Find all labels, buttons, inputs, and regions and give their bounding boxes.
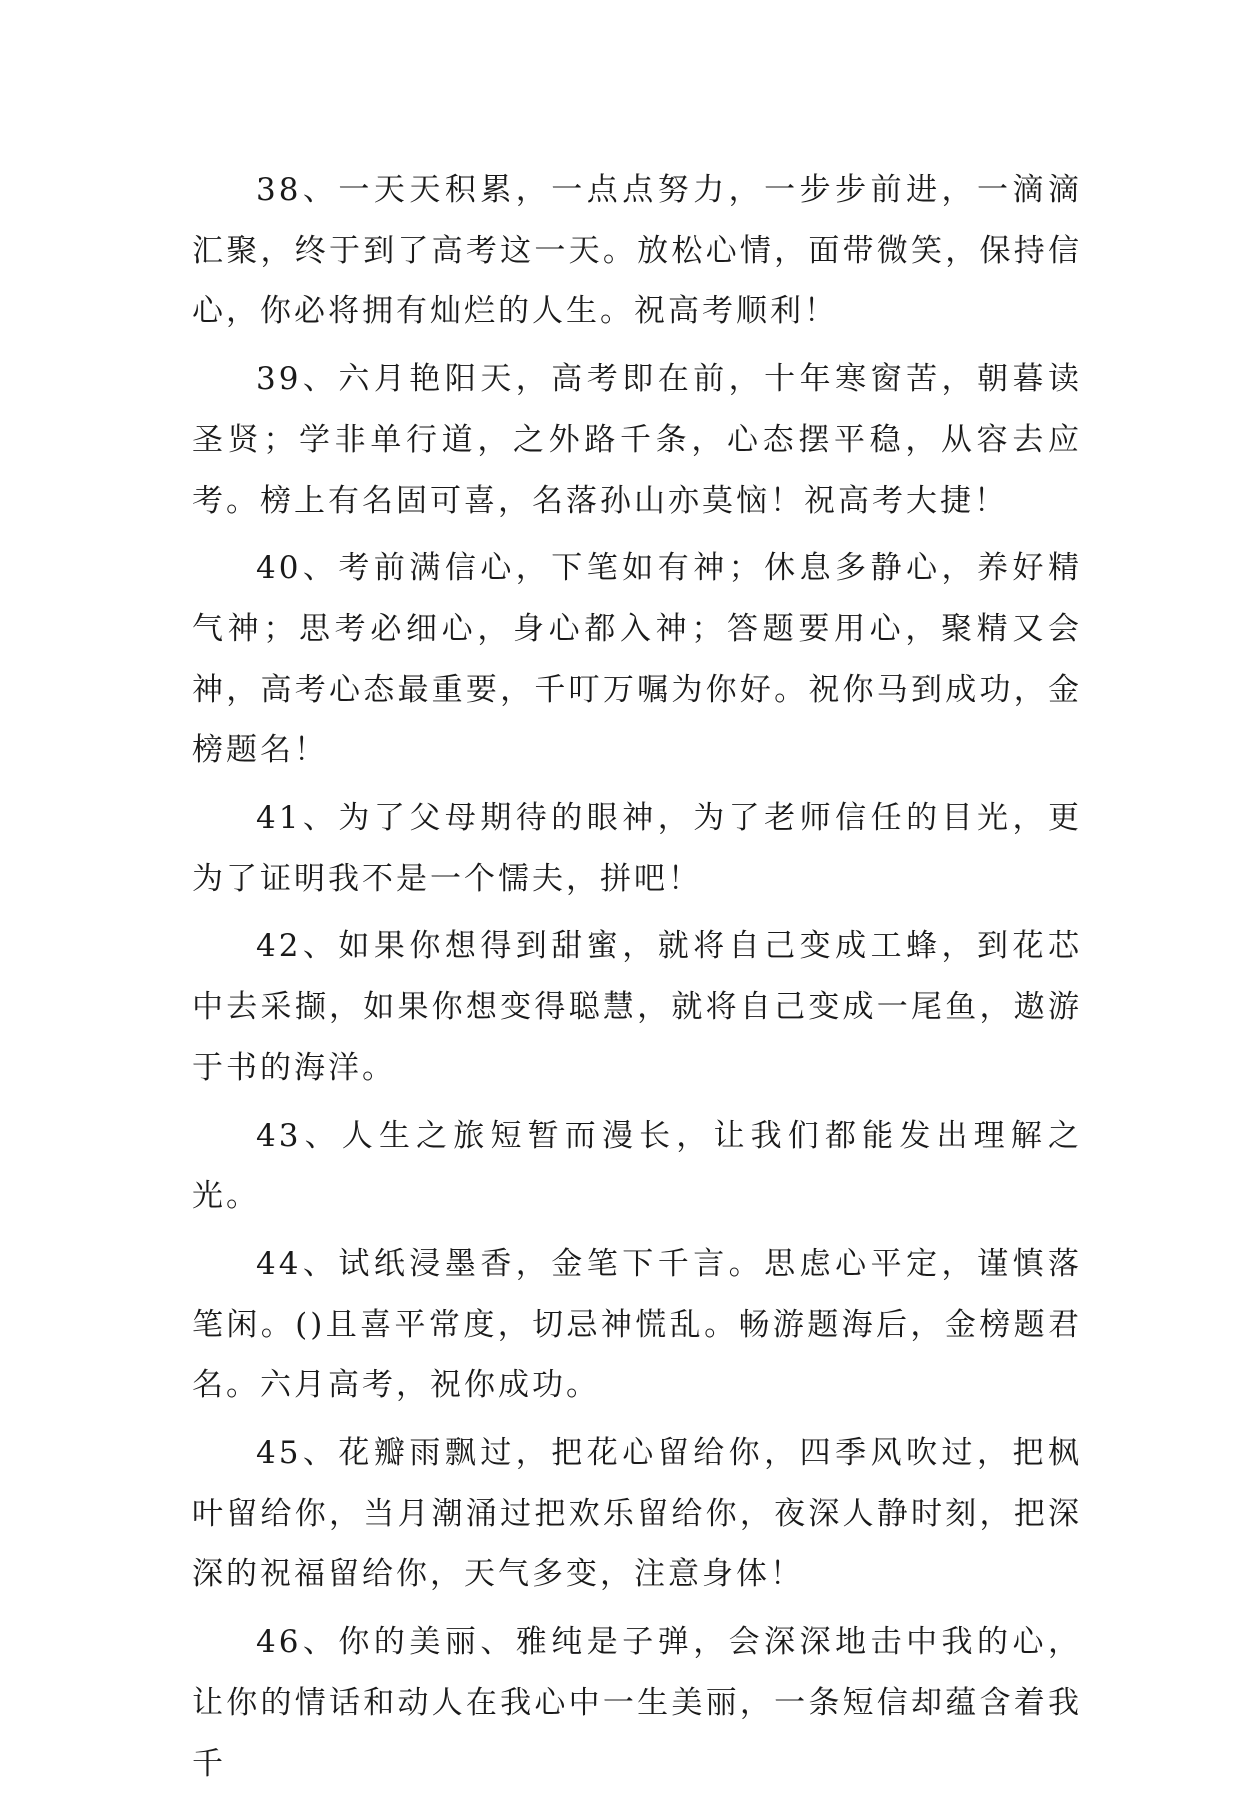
paragraph-45: 45、花瓣雨飘过，把花心留给你，四季风吹过，把枫叶留给你，当月潮涌过把欢乐留给你，夜深人静时刻，把深深的祝福留给你，天气多变，注意身体！ xyxy=(192,1435,1082,1593)
paragraph-44: 44、试纸浸墨香，金笔下千言。思虑心平定，谨慎落笔闲。()且喜平常度，切忌神慌乱。畅游题海后，金榜题君名。六月高考，祝你成功。 xyxy=(192,1245,1082,1404)
paragraph-42: 42、如果你想得到甜蜜，就将自己变成工蜂，到花芯中去采撷，如果你想变得聪慧，就将自己变成一尾鱼，遨游于书的海洋。 xyxy=(192,928,1082,1086)
paragraph-39: 39、六月艳阳天，高考即在前，十年寒窗苦，朝暮读圣贤；学非单行道，之外路千条，心态摆平稳，从容去应考。榜上有名固可喜，名落孙山亦莫恼！祝高考大捷！ xyxy=(192,361,1082,519)
document-body xyxy=(192,160,1082,1801)
paragraph-41: 41、为了父母期待的眼神，为了老师信任的目光，更为了证明我不是一个懦夫，拼吧！ xyxy=(192,800,1082,897)
paragraph-38: 38、一天天积累，一点点努力，一步步前进，一滴滴汇聚，终于到了高考这一天。放松心情，面带微笑，保持信心，你必将拥有灿烂的人生。祝高考顺利！ xyxy=(192,172,1082,330)
paragraph-40: 40、考前满信心，下笔如有神；休息多静心，养好精气神；思考必细心，身心都入神；答题要用心，聚精又会神，高考心态最重要，千叮万嘱为你好。祝你马到成功，金榜题名！ xyxy=(192,550,1082,769)
paragraph-43: 43、人生之旅短暂而漫长，让我们都能发出理解之光。 xyxy=(192,1117,1082,1215)
paragraph-46: 46、你的美丽、雅纯是子弹，会深深地击中我的心，让你的情话和动人在我心中一生美丽，一条短信却蕴含着我千 xyxy=(192,1624,1082,1782)
